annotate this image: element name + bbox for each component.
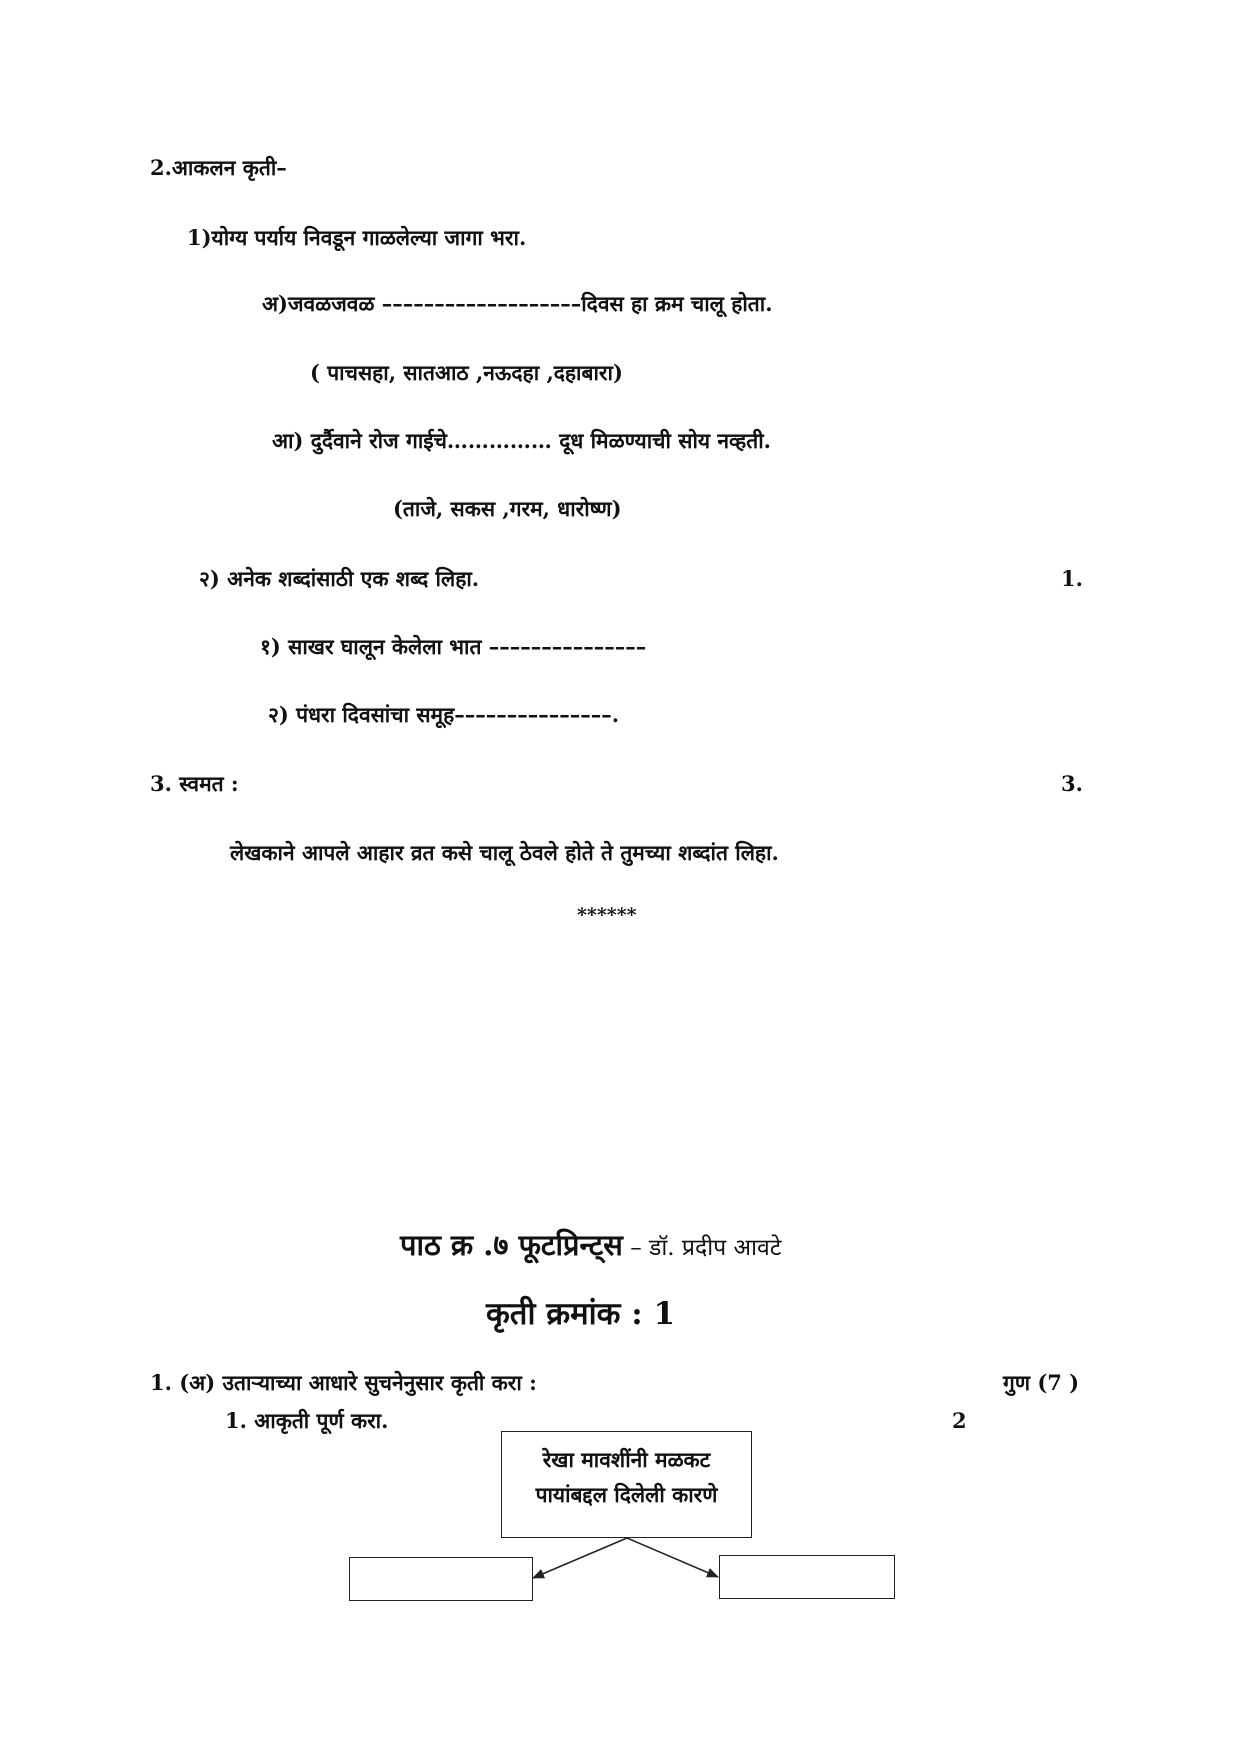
diagram-left-answer-box[interactable] (349, 1557, 533, 1601)
section3-question: लेखकाने आपले आहार व्रत कसे चालू ठेवले होते ते तुमच्या शब्दांत लिहा. (230, 840, 779, 865)
diagram-arrow-right (627, 1538, 718, 1577)
q2-label: २) अनेक शब्दांसाठी एक शब्द लिहा. (199, 566, 480, 591)
q2-marks: 1. (1061, 566, 1083, 591)
lesson-title: पाठ क्र .७ फूटप्रिन्ट्स (400, 1228, 623, 1262)
q1-a-options: ( पाचसहा, सातआठ ,नऊदहा ,दहाबारा) (310, 360, 623, 385)
diagram-center-line-2: पायांबद्दल दिलेली कारणे (535, 1482, 718, 1507)
q1-label: 1)योग्य पर्याय निवडून गाळलेल्या जागा भरा. (187, 225, 527, 250)
sub-question-marks: 2 (952, 1408, 967, 1433)
section3-heading: 3. स्वमत : (150, 771, 239, 796)
q1-a-line: अ)जवळजवळ –––––––––––––––––––दिवस हा क्रम चालू होता. (262, 291, 773, 316)
diagram-right-answer-box[interactable] (719, 1555, 895, 1599)
section3-marks: 3. (1061, 771, 1083, 796)
q1-b-line: आ) दुर्दैवाने रोज गाईचे…………… दूध मिळण्याची सोय नव्हती. (272, 428, 771, 453)
question-marks: गुण (7 ) (1003, 1370, 1080, 1395)
separator: ****** (577, 904, 637, 926)
q1-b-options: (ताजे, सकस ,गरम, धारोष्ण) (393, 496, 622, 521)
diagram-center-box (501, 1431, 752, 1538)
lesson-heading (400, 1228, 781, 1263)
activity-title: कृती क्रमांक : 1 (486, 1296, 676, 1332)
diagram-arrow-left (533, 1538, 627, 1578)
sub-question: 1. आकृती पूर्ण करा. (225, 1408, 389, 1433)
q2-item-1: १) साखर घालून केलेला भात ––––––––––––––– (260, 634, 647, 659)
diagram-center-line-1: रेखा मावशींनी मळकट (542, 1447, 711, 1472)
q2-item-2: २) पंधरा दिवसांचा समूह–––––––––––––––. (268, 702, 620, 727)
section2-heading: 2.आकलन कृती– (150, 155, 287, 180)
lesson-author: – डॉ. प्रदीप आवटे (622, 1235, 782, 1261)
question-heading: 1. (अ) उताऱ्याच्या आधारे सुचनेनुसार कृती करा : (150, 1370, 537, 1395)
